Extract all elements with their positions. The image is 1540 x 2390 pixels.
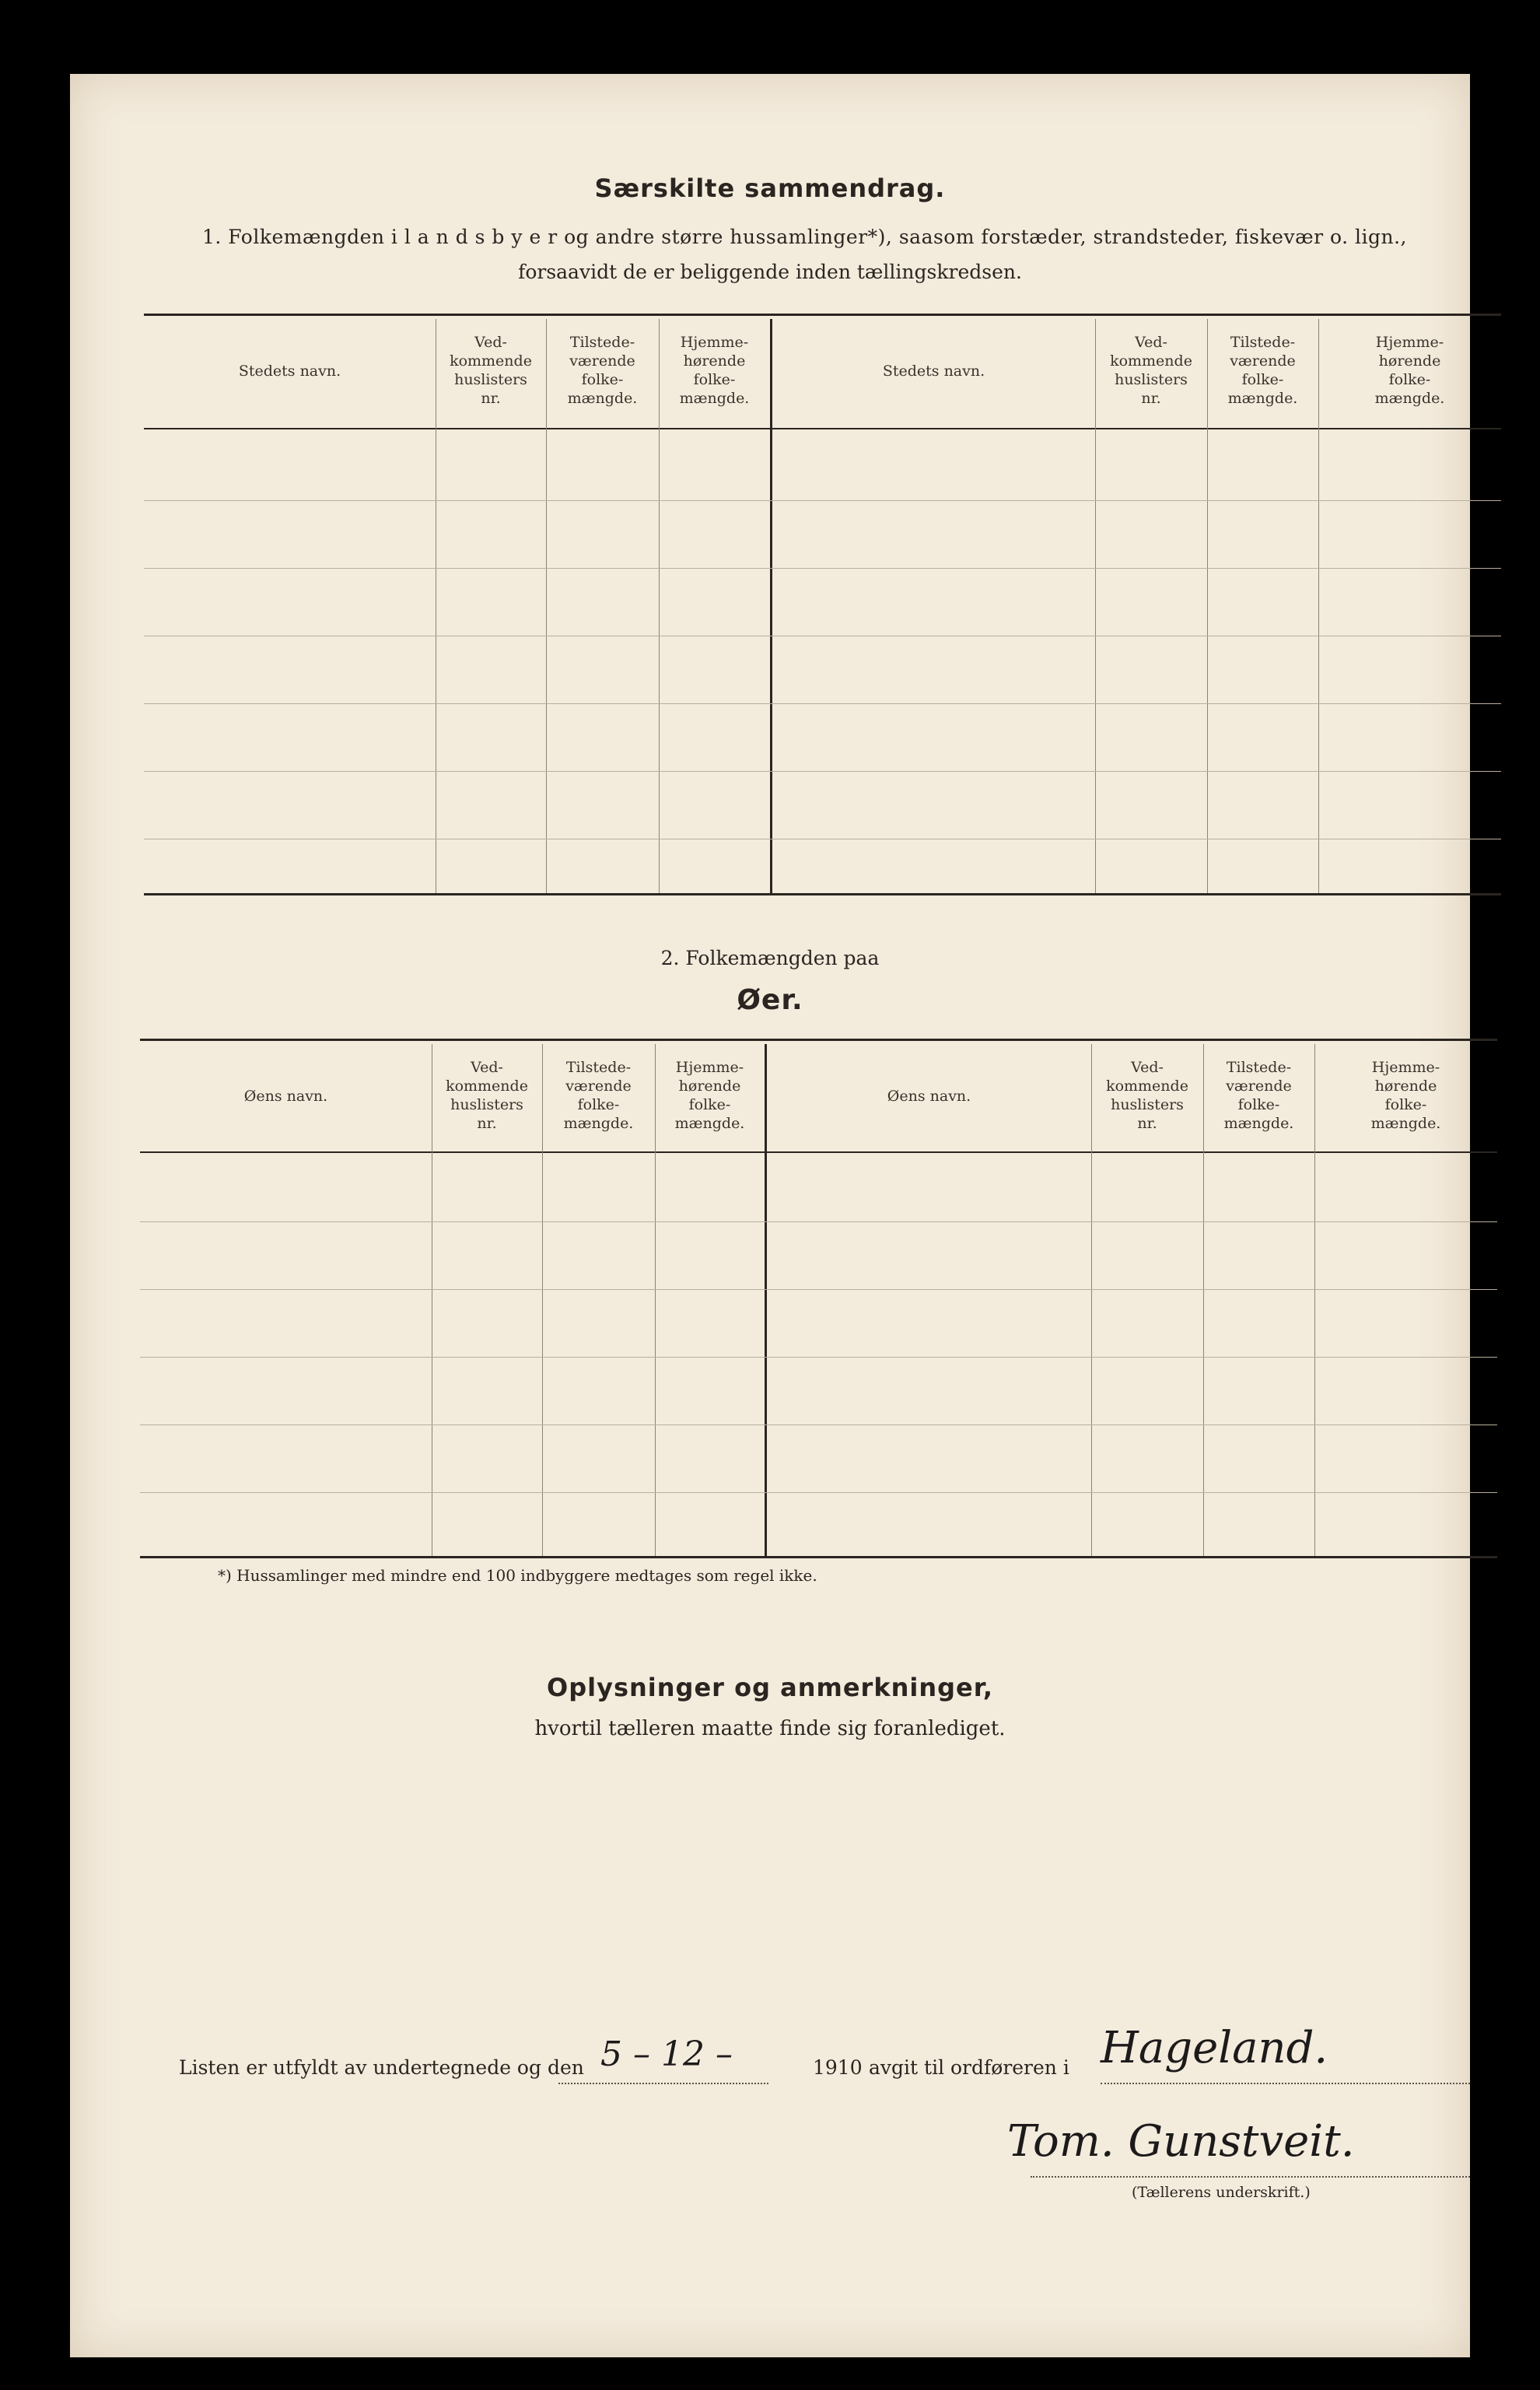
section2-title: Øer.: [737, 984, 803, 1016]
date-line: [558, 2083, 768, 2084]
table2-header-name-right: Øens navn.: [887, 1088, 971, 1105]
table2-bottom-rule: [140, 1556, 1497, 1558]
table1-header-ved-right: Ved- kommende huslisters nr.: [1110, 334, 1192, 407]
table1-center-divider: [770, 319, 772, 893]
table-row: [140, 1221, 1497, 1222]
table-row: [144, 771, 1501, 772]
census-form-page: [70, 74, 1470, 2357]
signature-year: 1910: [813, 2056, 863, 2079]
table1-bottom-rule: [144, 893, 1501, 895]
table-row: [144, 703, 1501, 704]
table-row: [144, 500, 1501, 501]
signature-middle: avgit til ordføreren i: [869, 2056, 1069, 2079]
footnote: *) Hussamlinger med mindre end 100 indbyggere medtages som regel ikke.: [218, 1566, 817, 1585]
table1-header-name: Stedets navn.: [238, 363, 341, 380]
table2-center-divider: [765, 1044, 767, 1556]
place-line: [1101, 2083, 1470, 2084]
table-row: [144, 568, 1501, 569]
page-heading: Særskilte sammendrag.: [594, 173, 946, 203]
signature-caption: (Tællerens underskrift.): [1132, 2184, 1311, 2201]
table1-header-ved: Ved- kommende huslisters nr.: [450, 334, 532, 407]
remarks-title: Oplysninger og anmerkninger,: [547, 1673, 993, 1702]
table-row: [140, 1289, 1497, 1290]
table2-top-rule: [140, 1039, 1497, 1041]
table1-header-hjemme-right: Hjemme- hørende folke- mængde.: [1374, 334, 1445, 407]
table-row: [140, 1492, 1497, 1493]
table2-header-tilstede: Tilstede- værende folke- mængde.: [563, 1059, 634, 1132]
table1-header-hjemme: Hjemme- hørende folke- mængde.: [679, 334, 750, 407]
handwritten-counter-signature: Tom. Gunstveit.: [1007, 2116, 1355, 2167]
table-row: [140, 1357, 1497, 1358]
table2-header-ved-right: Ved- kommende huslisters nr.: [1106, 1059, 1188, 1132]
table1-header-rule: [144, 428, 1501, 429]
counter-signature-line: [1031, 2176, 1470, 2178]
remarks-subtitle: hvortil tælleren maatte finde sig foranlediget.: [534, 1717, 1006, 1740]
table2-header-name: Øens navn.: [243, 1088, 328, 1105]
section1-description: 1. Folkemængden i l a n d s b y e r og andre større hussamlinger*), saasom forstæder, strandsteder, fiskevær o. lign.,: [202, 226, 1407, 248]
table2-header-tilstede-right: Tilstede- værende folke- mængde.: [1223, 1059, 1294, 1132]
table2-header-hjemme-right: Hjemme- hørende folke- mængde.: [1370, 1059, 1441, 1132]
handwritten-date: 5 – 12 –: [600, 2034, 733, 2074]
table2-header-hjemme: Hjemme- hørende folke- mængde.: [674, 1059, 745, 1132]
table1-header-tilstede-right: Tilstede- værende folke- mængde.: [1227, 334, 1298, 407]
table2-header-ved: Ved- kommende huslisters nr.: [446, 1059, 528, 1132]
table1-top-rule: [144, 314, 1501, 316]
handwritten-place: Hageland.: [1101, 2023, 1328, 2073]
table2-header-rule: [140, 1151, 1497, 1153]
table1-header-name-right: Stedets navn.: [882, 363, 985, 380]
section2-description: 2. Folkemængden paa: [660, 947, 880, 969]
section1-description-cont: forsaavidt de er beliggende inden tællingskredsen.: [518, 261, 1022, 283]
signature-prefix: Listen er utfyldt av undertegnede og den: [179, 2056, 584, 2079]
table1-header-tilstede: Tilstede- værende folke- mængde.: [567, 334, 638, 407]
